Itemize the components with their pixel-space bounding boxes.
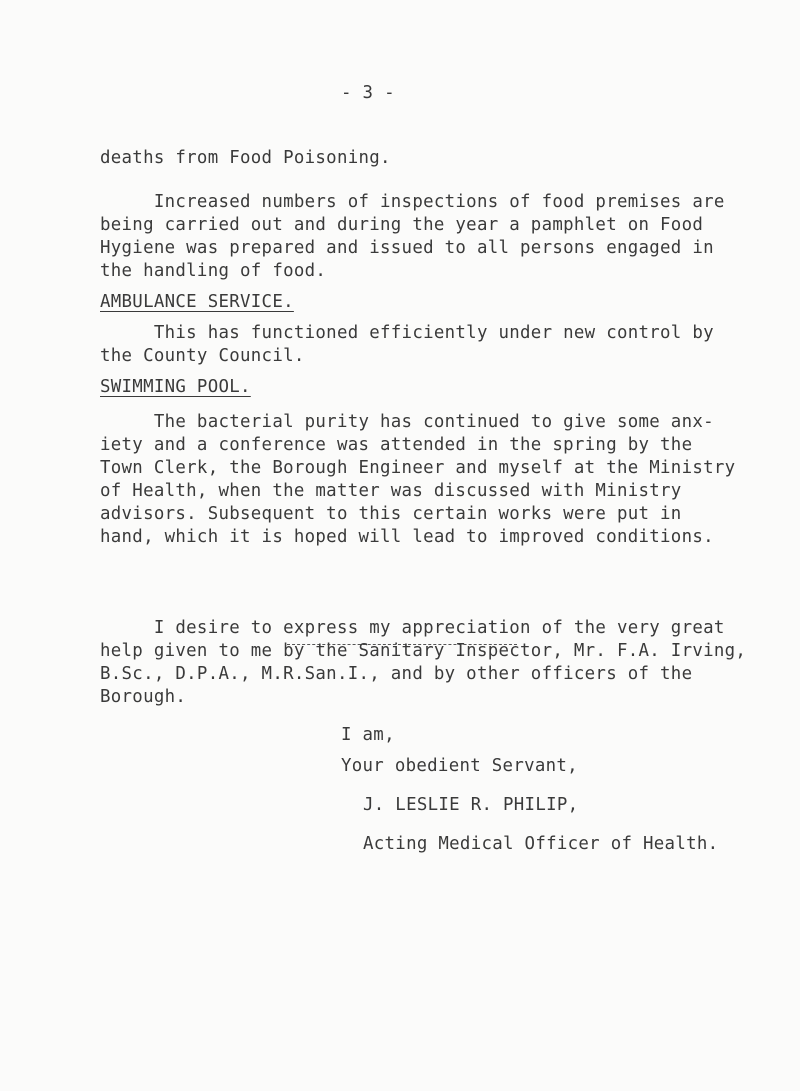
swimming-pool-line: Town Clerk, the Borough Engineer and myself at the Ministry bbox=[100, 458, 736, 478]
ambulance-service-line: the County Council. bbox=[100, 346, 305, 366]
swimming-pool-line: iety and a conference was attended in the spring by the bbox=[100, 435, 693, 455]
appreciation-line: Borough. bbox=[100, 687, 187, 707]
swimming-pool-line: The bacterial purity has continued to give some anx- bbox=[100, 412, 714, 432]
swimming-pool-line: of Health, when the matter was discussed with Ministry bbox=[100, 481, 682, 501]
inspections-paragraph-line: the handling of food. bbox=[100, 261, 327, 281]
signatory-title: Acting Medical Officer of Health. bbox=[363, 834, 719, 854]
inspections-paragraph-line: Hygiene was prepared and issued to all persons engaged in bbox=[100, 238, 714, 258]
ambulance-service-line: This has functioned efficiently under new control by bbox=[100, 323, 714, 343]
signatory-name: J. LESLIE R. PHILIP, bbox=[363, 795, 579, 815]
inspections-paragraph-line: being carried out and during the year a pamphlet on Food bbox=[100, 215, 704, 235]
appreciation-line: B.Sc., D.P.A., M.R.San.I., and by other officers of the bbox=[100, 664, 693, 684]
page-number: - 3 - bbox=[341, 83, 395, 103]
food-poisoning-tail-line: deaths from Food Poisoning. bbox=[100, 148, 391, 168]
ambulance-service-heading: AMBULANCE SERVICE. bbox=[100, 292, 294, 312]
closing-valediction: Your obedient Servant, bbox=[341, 756, 578, 776]
swimming-pool-line: hand, which it is hoped will lead to improved conditions. bbox=[100, 527, 714, 547]
inspections-paragraph-line: Increased numbers of inspections of food premises are bbox=[100, 192, 725, 212]
appreciation-line: help given to me by the Sanitary Inspector, Mr. F.A. Irving, bbox=[100, 641, 747, 661]
swimming-pool-line: advisors. Subsequent to this certain works were put in bbox=[100, 504, 682, 524]
closing-salutation: I am, bbox=[341, 725, 395, 745]
appreciation-line: I desire to express my appreciation of the very great bbox=[100, 618, 725, 638]
swimming-pool-heading: SWIMMING POOL. bbox=[100, 377, 251, 397]
